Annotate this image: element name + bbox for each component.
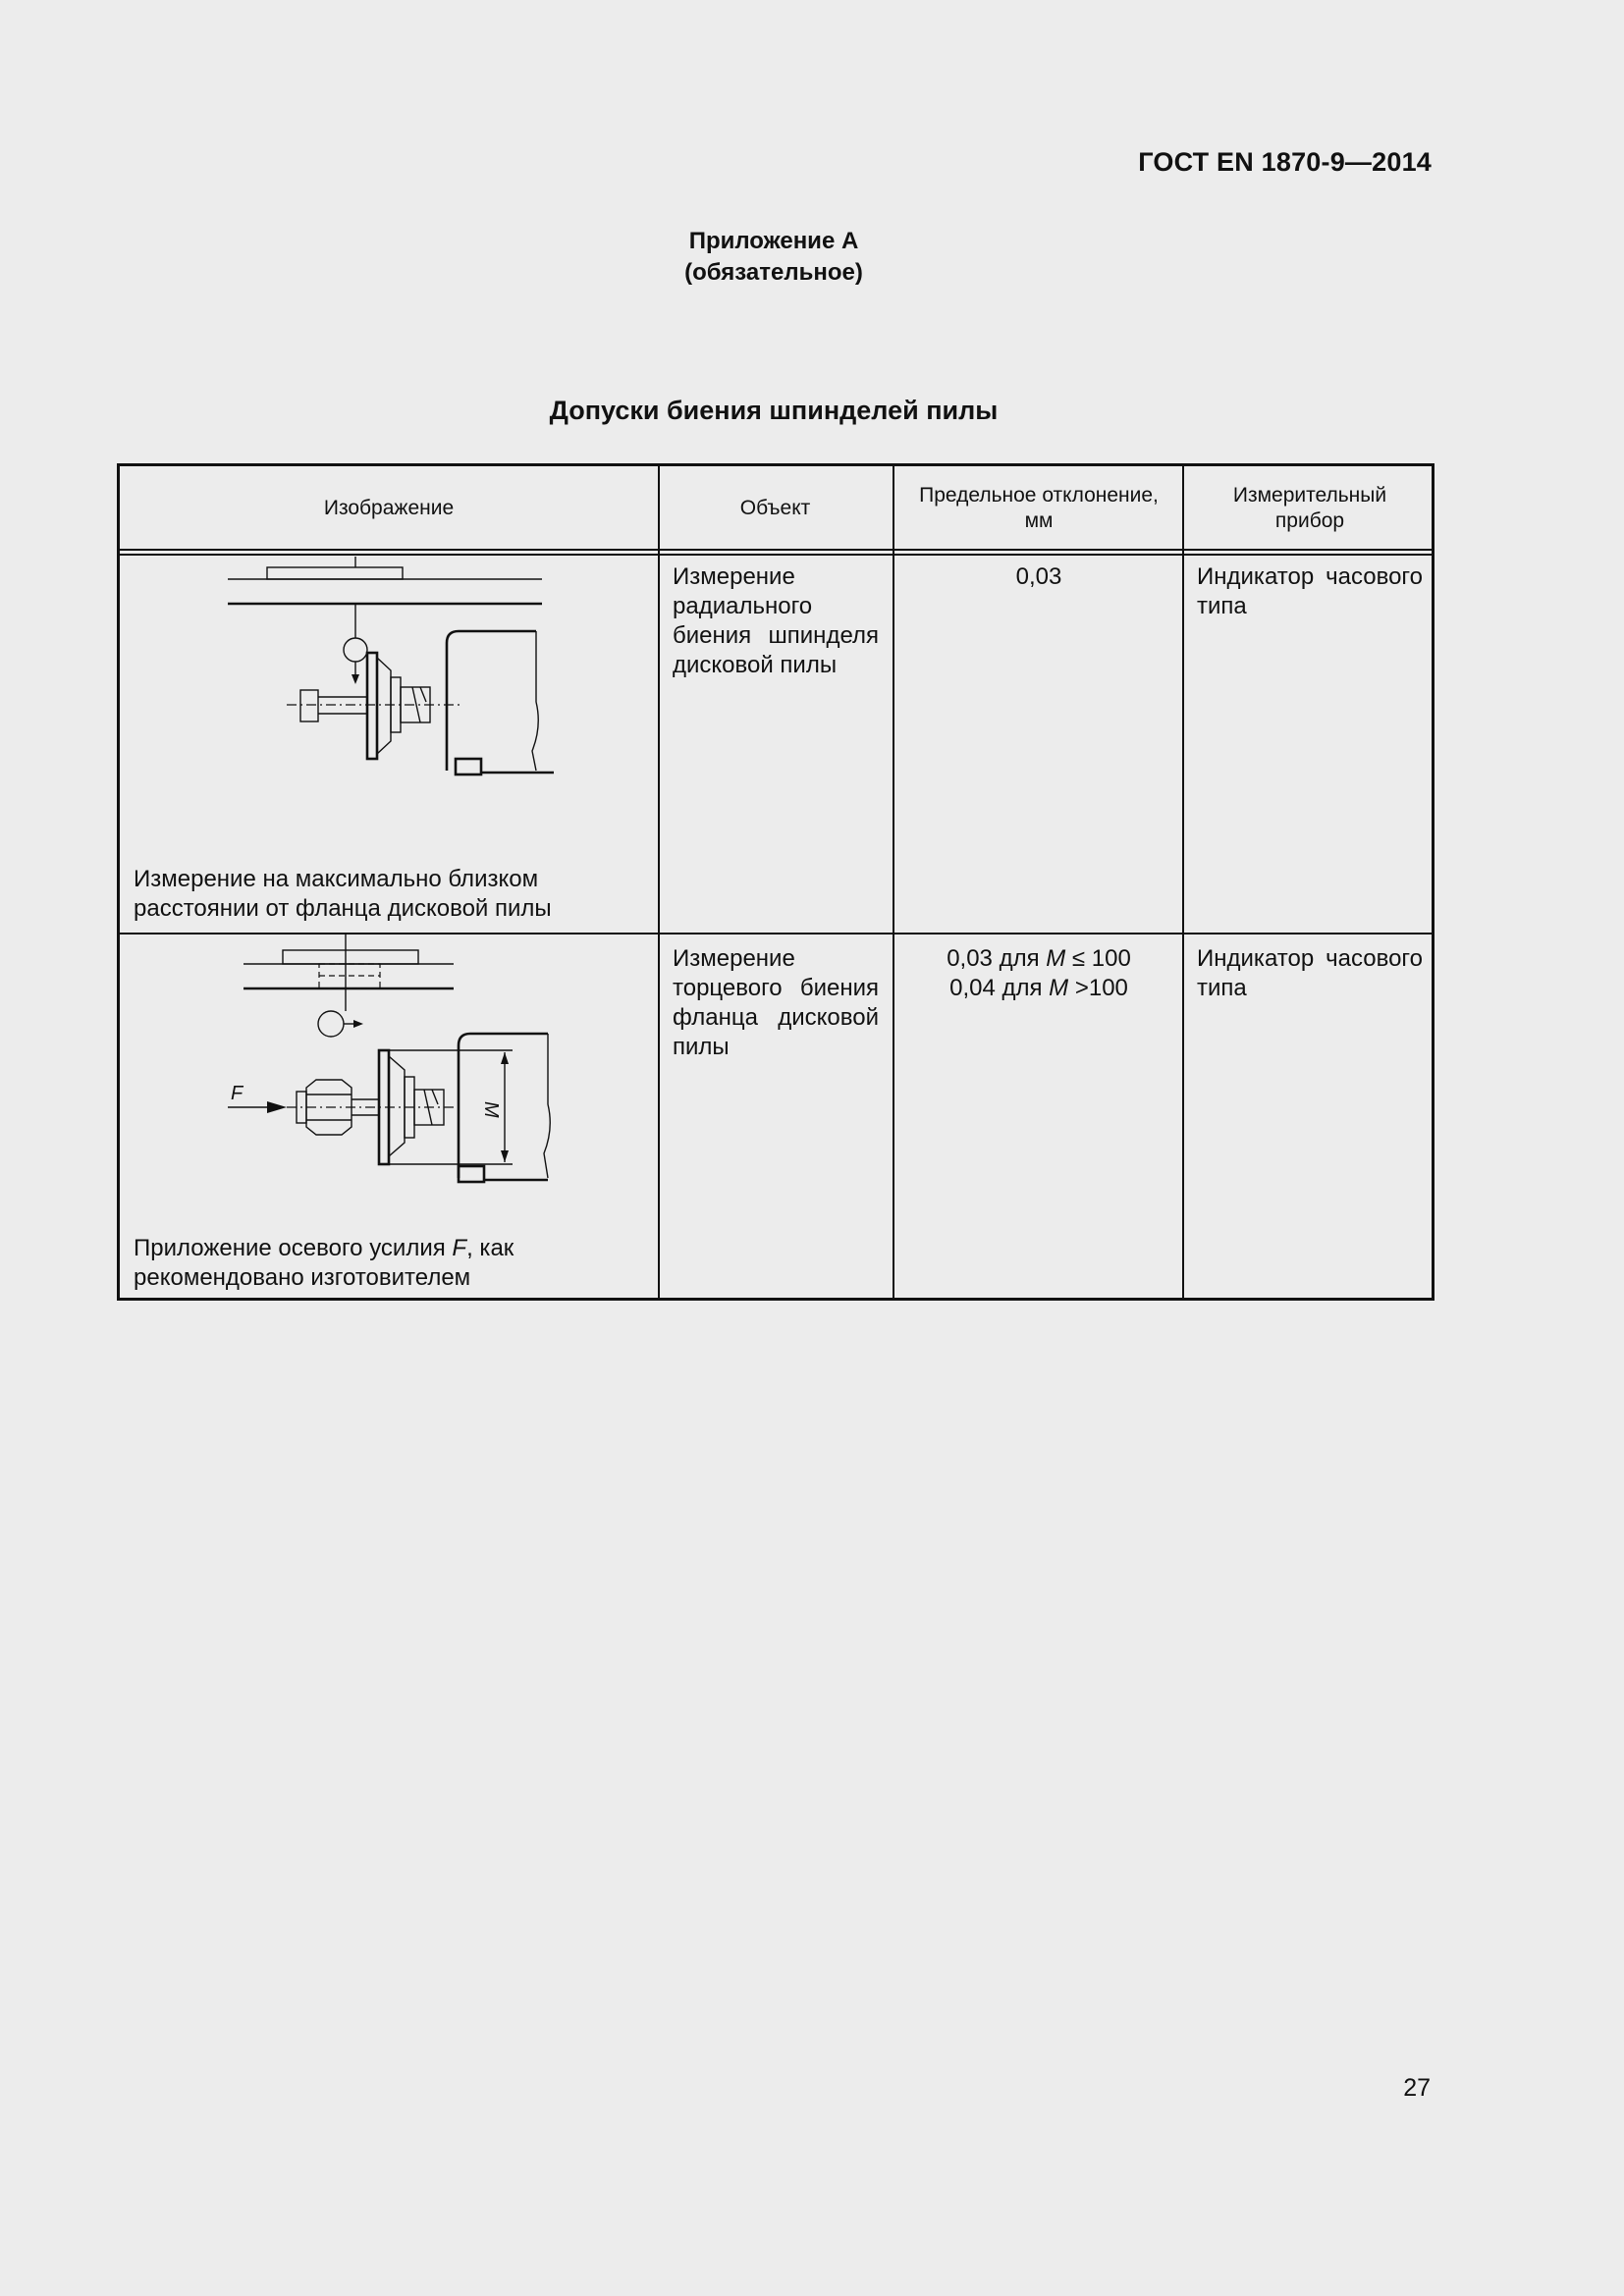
- caption-text: Приложение осевого усилия: [134, 1235, 453, 1261]
- standard-code: ГОСТ EN 1870-9—2014: [1138, 147, 1432, 177]
- caption-text: , как рекомендовано изготовителем: [134, 1235, 514, 1291]
- row-1-instrument: Индикатор часового типа: [1197, 563, 1423, 619]
- tolerance-table: [117, 463, 1435, 1301]
- column-divider: [893, 466, 894, 1298]
- column-divider: [658, 466, 660, 1298]
- row-1-object: Измерение радиального биения шпинделя дисковой пилы: [673, 563, 879, 678]
- radial-runout-figure: [120, 555, 658, 839]
- deviation-line: [897, 974, 1180, 1003]
- deviation-variable: M: [1049, 975, 1069, 1001]
- column-header-object: Объект: [739, 497, 811, 519]
- deviation-variable: M: [1046, 945, 1066, 972]
- deviation-text: ≤ 100: [1065, 945, 1131, 972]
- column-header-image: Изображение: [323, 497, 455, 519]
- annex-heading: [0, 226, 1547, 289]
- dimension-label: M: [480, 1101, 502, 1118]
- row-2-object: Измерение торцевого биения фланца дисковой пилы: [673, 945, 879, 1060]
- row-1-deviation: 0,03: [1015, 563, 1062, 590]
- column-divider: [1182, 466, 1184, 1298]
- page-number: 27: [1403, 2074, 1431, 2102]
- column-header-deviation: Предельное отклонение, мм: [919, 484, 1159, 532]
- deviation-text: 0,04 для: [949, 975, 1050, 1001]
- table-title: Допуски биения шпинделей пилы: [549, 396, 999, 425]
- deviation-line: [897, 944, 1180, 974]
- column-header-instrument: Измерительный прибор: [1232, 484, 1387, 532]
- annex-title: Приложение А: [688, 228, 859, 254]
- deviation-text: 0,03 для: [947, 945, 1047, 972]
- axial-runout-figure: [120, 933, 658, 1227]
- row-1-image-caption: Измерение на максимально близком расстоянии от фланца дисковой пилы: [134, 866, 552, 922]
- caption-variable: F: [452, 1235, 467, 1261]
- deviation-text: >100: [1068, 975, 1128, 1001]
- row-2-deviation: [897, 944, 1180, 1003]
- row-2-instrument: Индикатор часового типа: [1197, 945, 1423, 1001]
- annex-status: (обязательное): [684, 259, 863, 286]
- force-label: F: [231, 1083, 244, 1104]
- row-2-image-caption: [134, 1234, 650, 1293]
